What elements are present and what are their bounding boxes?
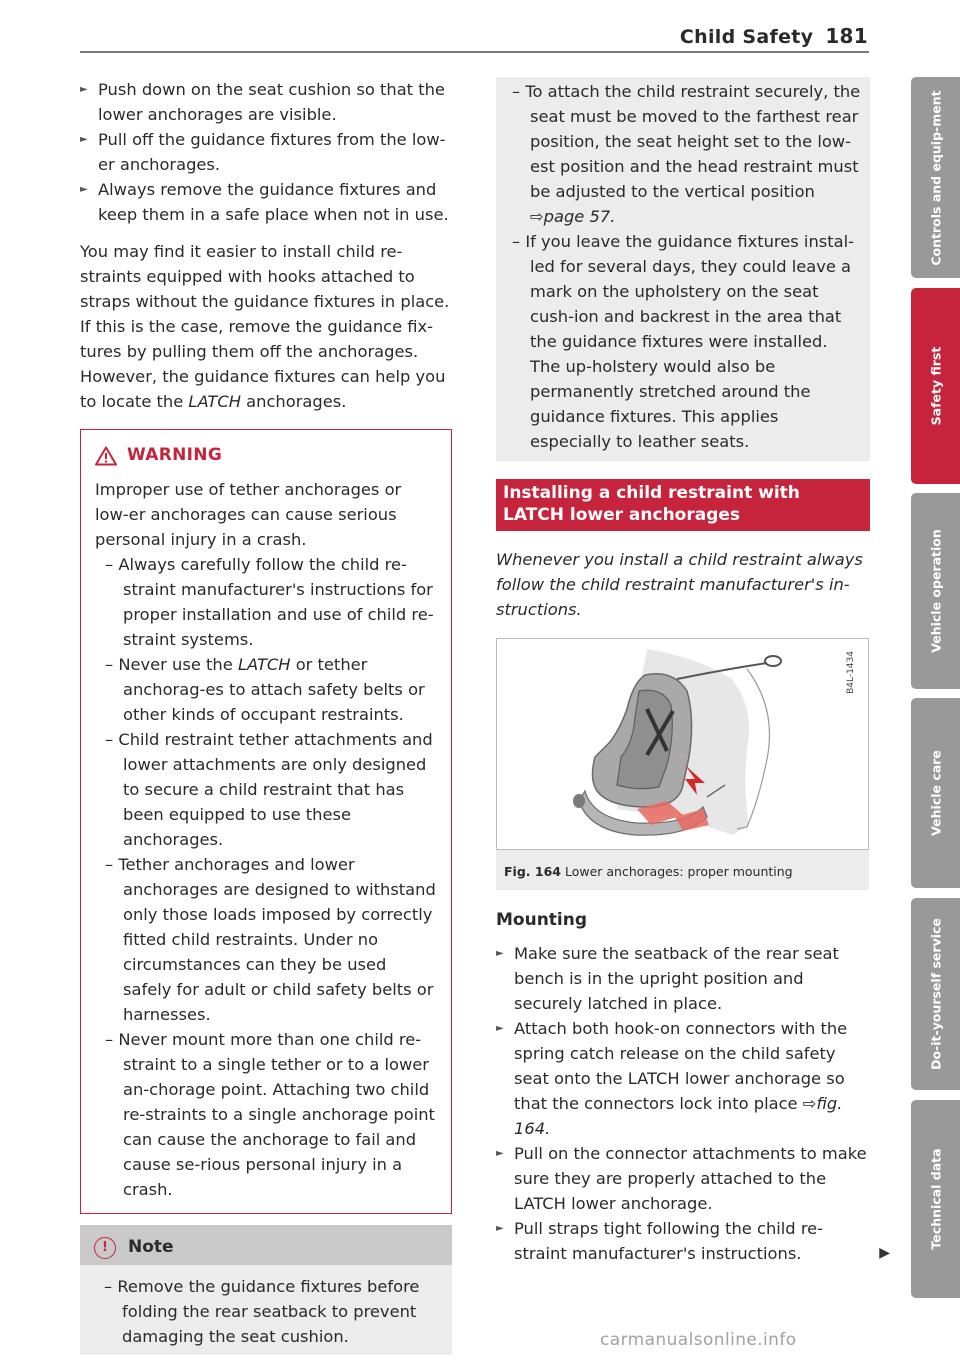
warning-item: – Child restraint tether attachments and lower attachments are only designed to secure a child restraint that has been equipped to use these anchorages. bbox=[105, 730, 433, 849]
right-column bbox=[496, 77, 890, 1266]
warning-item: – Never mount more than one child re-straint to a single tether or to a lower an-chorage point. Attaching two child re-straints to a single anchorage point can cause the anchorage to fail and cause se-rious personal injury in a crash. bbox=[105, 1030, 435, 1199]
page-header bbox=[680, 24, 868, 48]
step-item: ► Attach both hook-on connectors with the spring catch release on the child safety seat onto the LATCH lower anchorage so that the connectors lock into place ⇨fig. 164. bbox=[496, 1016, 870, 1141]
subheading: Mounting bbox=[496, 910, 588, 930]
figure-label: Fig. 164 bbox=[504, 864, 561, 879]
note-header bbox=[80, 1225, 452, 1265]
figure-id: B4L-1434 bbox=[846, 651, 856, 694]
intro-text: Whenever you install a child restraint always follow the child restraint manufacturer's in-structions. bbox=[496, 550, 863, 619]
warning-header bbox=[81, 430, 451, 477]
continue-arrow-icon: ▶ bbox=[879, 1245, 890, 1261]
warning-item: – Never use the LATCH or tether anchorag-es to attach safety belts or other kinds of occupant restraints. bbox=[105, 655, 425, 724]
bullet-item: ► Pull off the guidance fixtures from the low-er anchorages. bbox=[80, 127, 452, 177]
step-item: ► Make sure the seatback of the rear seat bench is in the upright position and securely latched in place. bbox=[496, 941, 870, 1016]
figure-reference-link[interactable]: ⇨fig. 164. bbox=[514, 1094, 843, 1138]
warning-item: – Tether anchorages and lower anchorages are designed to withstand only those loads imposed by correctly fitted child restraints. Under no circumstances can they be used safely for adult or child safety belts or harnesses. bbox=[105, 855, 436, 1024]
warning-body bbox=[81, 477, 451, 1213]
side-tab-technical-data[interactable]: Technical data bbox=[911, 1100, 960, 1298]
warning-item: – Always carefully follow the child re-straint manufacturer's instructions for proper installation and use of child re-straint systems. bbox=[105, 555, 434, 649]
warning-triangle-icon bbox=[95, 446, 117, 466]
continued-item: – To attach the child restraint securely, the seat must be moved to the farthest rear position, the seat height set to the low-est position and the head restraint must be adjusted to the vertical position ⇨page 57. bbox=[512, 82, 861, 226]
warning-box bbox=[80, 429, 452, 1214]
page-reference-link[interactable]: ⇨page 57. bbox=[530, 207, 616, 226]
warning-intro: Improper use of tether anchorages or low-er anchorages can cause serious personal injury in a crash. bbox=[95, 480, 402, 549]
exclamation-circle-icon: ! bbox=[94, 1237, 116, 1259]
page-number: 181 bbox=[825, 24, 868, 48]
side-tab-safety-first[interactable]: Safety first bbox=[911, 288, 960, 484]
child-seat-illustration bbox=[497, 639, 868, 849]
bullet-item: ► Push down on the seat cushion so that the lower anchorages are visible. bbox=[80, 77, 452, 127]
warning-title: WARNING bbox=[127, 445, 223, 465]
note-body bbox=[80, 1265, 452, 1355]
continued-box bbox=[496, 77, 870, 461]
header-rule bbox=[80, 51, 869, 53]
continued-item: – If you leave the guidance fixtures instal-led for several days, they could leave a mark on the upholstery on the seat cush-ion and backrest in the area that the guidance fixtures were installed. The up-holstery would also be permanently stretched around the guidance fixtures. This applies especially to leather seats. bbox=[512, 232, 855, 451]
bullet-item: ► Always remove the guidance fixtures and keep them in a safe place when not in use. bbox=[80, 177, 452, 227]
side-tab-vehicle-operation[interactable]: Vehicle operation bbox=[911, 493, 960, 689]
body-paragraph: You may find it easier to install child re-straints equipped with hooks attached to straps without the guidance fixtures in place. If this is the case, remove the guidance fix-tures by pulling them off the anchorages. However, the guidance fixtures can help you to locate the LATCH anchorages. bbox=[80, 242, 450, 411]
note-title: Note bbox=[128, 1237, 174, 1257]
step-item: ► Pull straps tight following the child re-straint manufacturer's instructions. bbox=[496, 1216, 870, 1266]
side-tab-vehicle-care[interactable]: Vehicle care bbox=[911, 698, 960, 888]
note-item: – Remove the guidance fixtures before folding the rear seatback to prevent damaging the seat cushion. bbox=[104, 1277, 420, 1346]
side-tab-do-it-yourself[interactable]: Do-it-yourself service bbox=[911, 898, 960, 1090]
section-title: Child Safety bbox=[679, 26, 814, 48]
figure-image bbox=[496, 638, 869, 850]
side-tab-controls[interactable]: Controls and equip-ment bbox=[911, 77, 960, 278]
figure-caption bbox=[496, 850, 869, 890]
figure-caption-text: Lower anchorages: proper mounting bbox=[564, 864, 793, 879]
step-item: ► Pull on the connector attachments to make sure they are properly attached to the LATCH lower anchorage. bbox=[496, 1141, 870, 1216]
note-box bbox=[80, 1225, 452, 1355]
left-column bbox=[80, 77, 452, 1355]
watermark: carmanualsonline.info bbox=[600, 1330, 797, 1350]
section-heading: Installing a child restraint with LATCH lower anchorages bbox=[496, 479, 870, 531]
